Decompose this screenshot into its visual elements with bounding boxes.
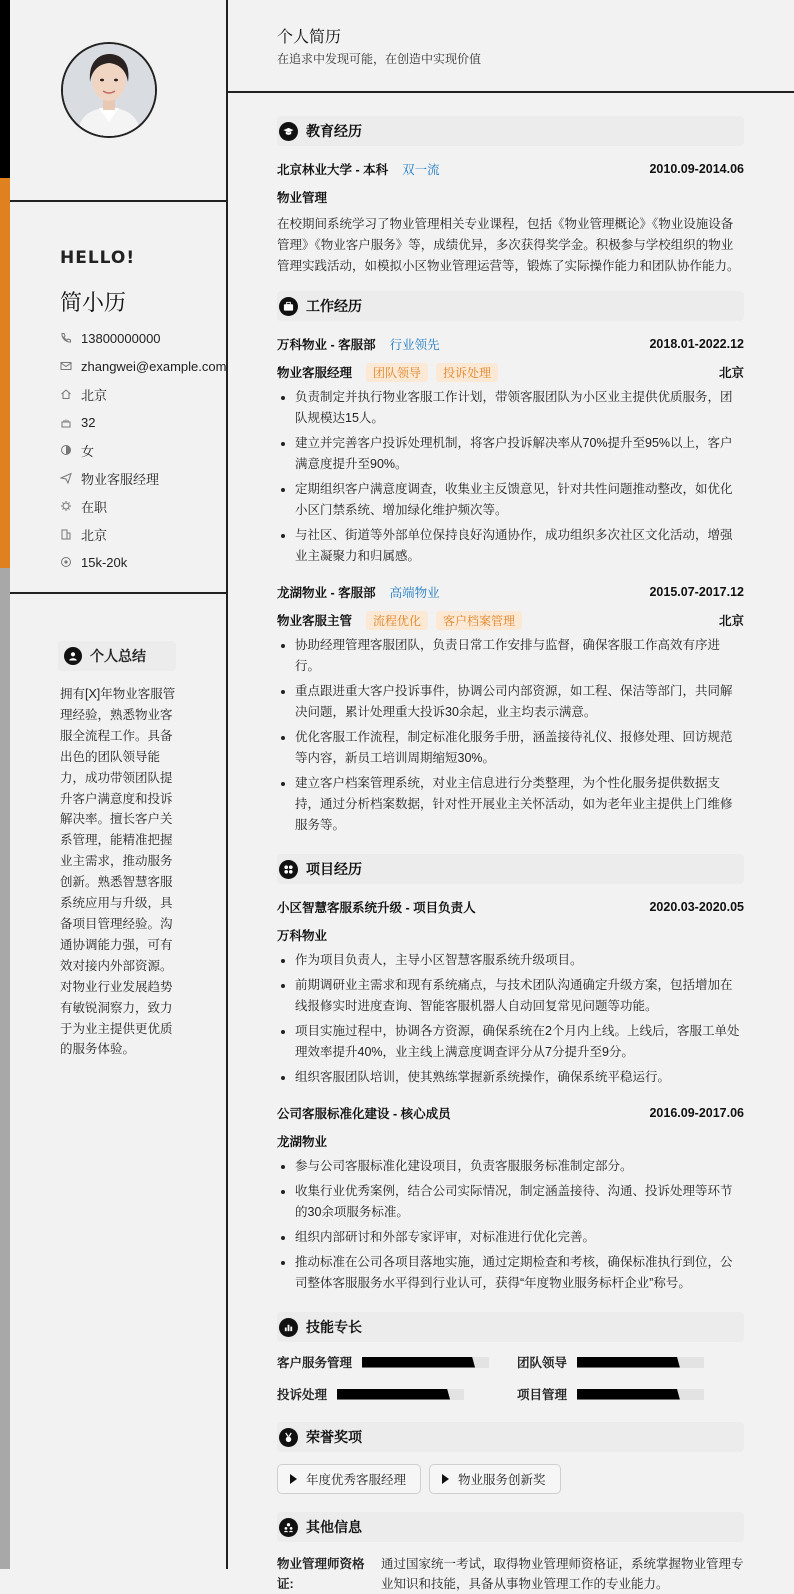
job-bullets	[277, 635, 744, 836]
skill-item	[277, 1354, 517, 1370]
school-name: 北京林业大学 - 本科	[277, 163, 389, 177]
phone-text: 13800000000	[81, 330, 161, 346]
skills-grid	[277, 1354, 744, 1402]
project-item	[277, 896, 744, 1088]
job-skill-tag: 流程优化	[366, 611, 428, 630]
city-icon	[60, 528, 72, 540]
other-info-row	[277, 1554, 744, 1594]
project-name-row	[277, 896, 744, 918]
school-tag: 双一流	[402, 163, 440, 177]
list-item: • 与社区、街道等外部单位保持良好沟通协作，成功组织多次社区文化活动，增强业主凝聚力和归属感。	[295, 525, 744, 567]
job-company: 万科物业 - 客服部	[277, 338, 376, 352]
job-company-tag: 行业领先	[389, 338, 440, 352]
list-item: • 项目实施过程中，协调各方资源，确保系统在2个月内上线。上线后，客服工单处理效率提升40%，业主线上满意度调查评分从7分提升至9分。	[295, 1021, 744, 1063]
list-item: • 建立客户档案管理系统，对业主信息进行分类整理，为个性化服务提供数据支持，通过分析档案数据，针对性开展业主关怀活动，如为老年业主提供上门维修服务等。	[295, 773, 744, 836]
job-skill-tag: 投诉处理	[436, 363, 498, 382]
strip-black	[0, 0, 10, 178]
user-icon	[64, 647, 82, 665]
major-row	[277, 186, 744, 208]
list-item: • 收集行业优秀案例，结合公司实际情况，制定涵盖接待、沟通、投诉处理等环节的30余项服务标准。	[295, 1181, 744, 1223]
skills-title: 技能专长	[306, 1319, 362, 1335]
list-item: • 参与公司客服标准化建设项目，负责客服服务标准制定部分。	[295, 1156, 744, 1177]
position-text: 物业客服经理	[81, 471, 160, 487]
major-name: 物业管理	[277, 191, 328, 205]
grid-icon	[279, 860, 298, 879]
list-item: • 建立并完善客户投诉处理机制，将客户投诉解决率从70%提升至95%以上，客户满意度提升至90%。	[295, 433, 744, 475]
profile-name: 简小历	[60, 290, 127, 315]
list-item: • 定期组织客户满意度调查，收集业主反馈意见，针对共性问题推动整改，如优化小区门禁系统、增加绿化维护频次等。	[295, 479, 744, 521]
left-divider-top	[10, 200, 226, 202]
phone-icon	[60, 332, 72, 344]
job-role-row	[277, 609, 744, 631]
skill-item	[517, 1386, 744, 1402]
home-text: 北京	[81, 387, 108, 403]
awards-header	[277, 1422, 744, 1452]
work-header	[277, 291, 744, 321]
skill-bar	[577, 1357, 704, 1368]
job-item	[277, 581, 744, 836]
salary-icon	[60, 556, 72, 568]
job-role: 物业客服经理	[277, 366, 353, 380]
work-title: 工作经历	[306, 298, 362, 314]
summary-text: 拥有[X]年物业客服管理经验，熟悉物业客服全流程工作。具备出色的团队领导能力，成功带领团队提升客户满意度和投诉解决率。擅长客户关系管理，能精准把握业主需求，推动服务创新。熟悉智慧客服系统应用与升级，具备项目管理经验。沟通协调能力强，可有效对接内外部资源。对物业行业发展趋势有敏锐洞察力，致力于为业主提供更优质的服务体验。	[60, 687, 176, 1057]
other-label: 物业管理师资格证:	[277, 1557, 365, 1591]
skills-header	[277, 1312, 744, 1342]
city-text: 北京	[81, 527, 108, 543]
award-item	[277, 1464, 421, 1494]
info-gender	[60, 436, 226, 464]
header-divider	[228, 91, 794, 93]
award-label: 年度优秀客服经理	[306, 1473, 407, 1487]
gender-icon	[60, 444, 72, 456]
play-icon	[290, 1474, 297, 1484]
people-icon	[279, 1518, 298, 1537]
skill-bar	[577, 1389, 704, 1400]
project-bullets	[277, 950, 744, 1088]
bar-chart-icon	[279, 1318, 298, 1337]
main-content	[277, 116, 744, 1594]
summary-header	[58, 641, 176, 671]
project-name: 小区智慧客服系统升级 - 项目负责人	[277, 901, 476, 915]
project-org-row	[277, 924, 744, 946]
list-item: • 推动标准在公司各项目落地实施，通过定期检查和考核，确保标准执行到位，公司整体客服服务水平得到行业认可，获得“年度物业服务标杆企业”称号。	[295, 1252, 744, 1294]
job-company-row	[277, 333, 744, 355]
skill-bar-fill	[337, 1389, 450, 1400]
project-org-row	[277, 1130, 744, 1152]
list-item: • 组织内部研讨和外部专家评审，对标准进行优化完善。	[295, 1227, 744, 1248]
education-title: 教育经历	[306, 123, 362, 139]
avatar-photo	[63, 44, 155, 136]
job-city: 北京	[718, 614, 744, 628]
list-item: • 作为项目负责人，主导小区智慧客服系统升级项目。	[295, 950, 744, 971]
list-item: • 组织客服团队培训，使其熟练掌握新系统操作，确保系统平稳运行。	[295, 1067, 744, 1088]
info-home	[60, 380, 226, 408]
project-period: 2016.09-2017.06	[649, 1106, 744, 1120]
job-period: 2018.01-2022.12	[649, 337, 744, 351]
status-text: 在职	[81, 499, 108, 515]
home-icon	[60, 388, 72, 400]
list-item: • 协助经理管理客服团队，负责日常工作安排与监督，确保客服工作高效有序进行。	[295, 635, 744, 677]
skill-bar	[337, 1389, 464, 1400]
left-divider-bottom	[10, 592, 226, 594]
info-email	[60, 352, 226, 380]
briefcase-icon	[279, 297, 298, 316]
projects-header	[277, 854, 744, 884]
education-row	[277, 158, 744, 180]
play-icon	[442, 1474, 449, 1484]
info-salary	[60, 548, 226, 576]
project-org: 万科物业	[277, 929, 328, 943]
skill-item	[277, 1386, 517, 1402]
skill-item	[517, 1354, 744, 1370]
info-city	[60, 520, 226, 548]
education-desc: 在校期间系统学习了物业管理相关专业课程，包括《物业管理概论》《物业设施设备管理》《物业客户服务》等，成绩优异，多次获得奖学金。积极参与学校组织的物业管理实践活动，如模拟小区物业管理运营等，锻炼了实际操作能力和团队协作能力。	[277, 217, 740, 273]
skill-bar	[362, 1357, 489, 1368]
summary-title: 个人总结	[90, 648, 146, 664]
contact-info-list	[60, 324, 226, 576]
skill-name: 团队领导	[517, 1356, 568, 1370]
mail-icon	[60, 360, 72, 372]
project-bullets	[277, 1156, 744, 1294]
awards-title: 荣誉奖项	[306, 1429, 362, 1445]
job-company-row	[277, 581, 744, 603]
page-title: 个人简历	[277, 29, 342, 46]
medal-icon	[279, 1428, 298, 1447]
info-status	[60, 492, 226, 520]
info-position	[60, 464, 226, 492]
list-item: • 前期调研业主需求和现有系统痛点，与技术团队沟通确定升级方案，包括增加在线报修实时进度查询、智能客服机器人自动回复常见问题等功能。	[295, 975, 744, 1017]
job-role-row	[277, 361, 744, 383]
projects-title: 项目经历	[306, 861, 362, 877]
position-icon	[60, 472, 72, 484]
graduation-cap-icon	[279, 122, 298, 141]
job-skill-tag: 团队领导	[366, 363, 428, 382]
skill-name: 项目管理	[517, 1388, 568, 1402]
other-text: 通过国家统一考试，取得物业管理师资格证，系统掌握物业管理专业知识和技能，具备从事物业管理工作的专业能力。	[381, 1557, 744, 1591]
project-item	[277, 1102, 744, 1294]
project-name: 公司客服标准化建设 - 核心成员	[277, 1107, 451, 1121]
info-age	[60, 408, 226, 436]
skill-name: 投诉处理	[277, 1388, 328, 1402]
skill-bar-fill	[577, 1389, 680, 1400]
job-role: 物业客服主管	[277, 614, 353, 628]
job-period: 2015.07-2017.12	[649, 585, 744, 599]
project-period: 2020.03-2020.05	[649, 900, 744, 914]
job-company-tag: 高端物业	[389, 586, 440, 600]
project-name-row	[277, 1102, 744, 1124]
list-item: • 负责制定并执行物业客服工作计划，带领客服团队为小区业主提供优质服务，团队规模达15人。	[295, 387, 744, 429]
award-item	[429, 1464, 561, 1494]
education-header	[277, 116, 744, 146]
skill-bar-fill	[577, 1357, 680, 1368]
info-phone	[60, 324, 226, 352]
job-skill-tag: 客户档案管理	[436, 611, 522, 630]
hello-text: HELLO!	[60, 248, 136, 268]
other-title: 其他信息	[306, 1519, 362, 1535]
other-header	[277, 1512, 744, 1542]
job-item	[277, 333, 744, 567]
job-company: 龙湖物业 - 客服部	[277, 586, 376, 600]
gender-text: 女	[81, 443, 95, 459]
email-text: zhangwei@example.com	[81, 358, 227, 374]
age-icon	[60, 416, 72, 428]
column-divider	[226, 0, 228, 1569]
education-period: 2010.09-2014.06	[649, 162, 744, 176]
page-subtitle: 在追求中发现可能，在创造中实现价值	[277, 52, 482, 66]
job-bullets	[277, 387, 744, 567]
strip-orange	[0, 178, 10, 568]
list-item: • 优化客服工作流程，制定标准化服务手册，涵盖接待礼仪、报修处理、回访规范等内容，新员工培训周期缩短30%。	[295, 727, 744, 769]
avatar	[61, 42, 157, 138]
salary-text: 15k-20k	[81, 554, 128, 570]
project-org: 龙湖物业	[277, 1135, 328, 1149]
job-city: 北京	[718, 366, 744, 380]
list-item: • 重点跟进重大客户投诉事件，协调公司内部资源，如工程、保洁等部门，共同解决问题，累计处理重大投诉30余起，业主均表示满意。	[295, 681, 744, 723]
award-label: 物业服务创新奖	[458, 1473, 546, 1487]
skill-name: 客户服务管理	[277, 1356, 353, 1370]
awards-list	[277, 1464, 744, 1494]
skill-bar-fill	[362, 1357, 475, 1368]
strip-gray	[0, 568, 10, 1569]
age-text: 32	[81, 414, 96, 430]
status-icon	[60, 500, 72, 512]
